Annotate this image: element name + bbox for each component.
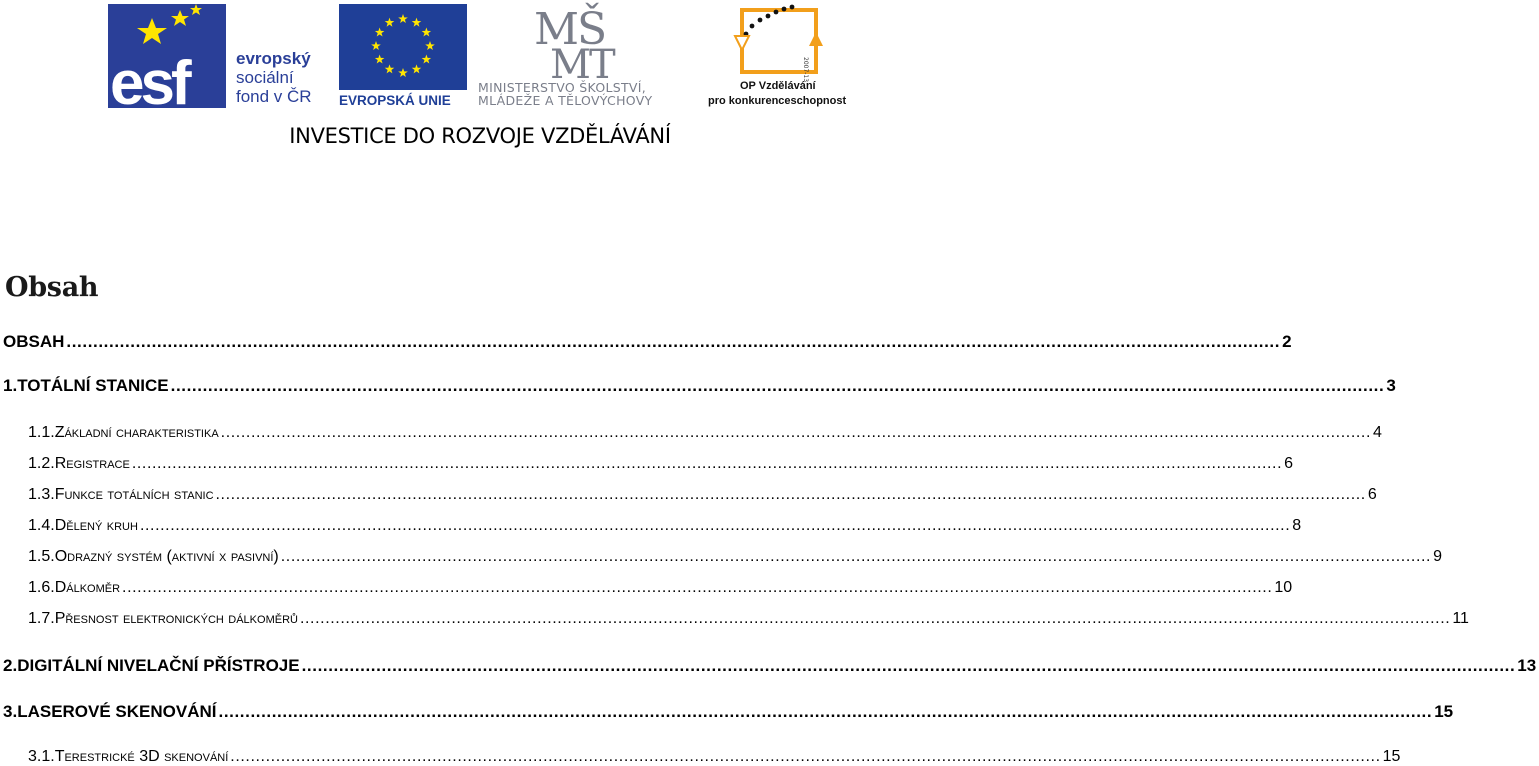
toc-entry-page: 6 [1367, 486, 1377, 503]
toc-entry-number: 1.1. [28, 424, 55, 441]
toc-entry-number: 1.5. [28, 548, 55, 565]
esf-subtext-1: evropský [236, 49, 311, 68]
toc-entry-number: 1. [3, 376, 18, 395]
toc-entry[interactable] [0, 332, 1292, 352]
toc-entry-page: 4 [1373, 424, 1382, 441]
toc-entry[interactable] [0, 579, 1293, 597]
toc-entry-page: 10 [1274, 579, 1293, 596]
toc-entry-number: 3.1. [28, 748, 55, 765]
toc-dot-leader: .................................................................................................................................................................................................................................... [139, 517, 1291, 534]
toc-entry-title: Dělený kruh [54, 517, 138, 534]
toc-dot-leader: .................................................................................................................................................................................................................................... [299, 610, 1451, 627]
toc-dot-leader: .................................................................................................................................................................................................................................... [280, 548, 1432, 565]
toc-dot-leader: .................................................................................................................................................................................................................................... [215, 486, 1366, 503]
toc-entry-number: 2. [3, 656, 18, 675]
toc-entry-number: 1.6. [28, 579, 55, 596]
toc-entry-page: 15 [1434, 702, 1454, 721]
toc-entry-title: Odrazný systém (aktivní x pasivní) [54, 548, 279, 565]
toc-entry[interactable] [0, 610, 1469, 628]
toc-entry-page: 3 [1386, 376, 1396, 395]
toc-dot-leader: .................................................................................................................................................................................................................................... [170, 376, 1385, 395]
toc-entry[interactable] [0, 548, 1442, 566]
toc-entry-page: 6 [1284, 455, 1294, 472]
toc-dot-leader: .................................................................................................................................................................................................................................... [66, 332, 1281, 351]
toc-entry-title: LASEROVÉ SKENOVÁNÍ [17, 702, 217, 721]
toc-entry[interactable] [0, 376, 1396, 396]
toc-dot-leader: .................................................................................................................................................................................................................................... [230, 748, 1381, 765]
toc-entry-title: Základní charakteristika [54, 424, 219, 441]
toc-entry[interactable] [0, 656, 1537, 676]
toc-entry-page: 8 [1292, 517, 1302, 534]
toc-entry-page: 13 [1517, 656, 1537, 675]
eu-label: EVROPSKÁ UNIE [339, 93, 451, 108]
toc-dot-leader: .................................................................................................................................................................................................................................... [131, 455, 1283, 472]
toc-entry-title: OBSAH [3, 332, 65, 351]
toc-entry[interactable] [0, 517, 1302, 535]
toc-entry[interactable] [0, 455, 1294, 473]
msmt-line-1: MINISTERSTVO ŠKOLSTVÍ, [478, 80, 647, 95]
toc-entry[interactable] [0, 486, 1377, 504]
toc-entry-page: 9 [1433, 548, 1442, 565]
toc-entry-title: Registrace [54, 455, 130, 472]
toc-entry-number: 1.2. [28, 455, 55, 472]
msmt-monogram-top: MŠ [534, 4, 606, 55]
toc-entry-title: DIGITÁLNÍ NIVELAČNÍ PŘÍSTROJE [17, 656, 300, 675]
toc-entry[interactable] [0, 748, 1401, 766]
toc-dot-leader: .................................................................................................................................................................................................................................... [220, 424, 1372, 441]
op-year: 2007-13 [802, 57, 809, 83]
msmt-logo [476, 0, 700, 108]
toc-entry-title: Terestrické 3D skenování [54, 748, 229, 765]
logo-band [0, 0, 960, 118]
msmt-monogram-bottom: MT [550, 42, 614, 88]
op-line-2: pro konkurenceschopnost [708, 95, 847, 107]
toc-entry-number: 3. [3, 702, 18, 721]
toc-entry-number: 1.7. [28, 610, 55, 627]
toc-entry-title: Dálkoměr [54, 579, 121, 596]
toc-entry[interactable] [0, 702, 1454, 722]
svg-text:esf: esf [110, 49, 188, 118]
toc-entry-title: TOTÁLNÍ STANICE [17, 376, 169, 395]
invest-heading: INVESTICE DO ROZVOJE VZDĚLÁVÁNÍ [289, 124, 671, 148]
toc-entry-title: Přesnost elektronických dálkoměrů [54, 610, 298, 627]
toc-entry-page: 11 [1452, 610, 1469, 627]
esf-subtext-2: sociální [236, 68, 294, 87]
msmt-line-2: MLÁDEŽE A TĚLOVÝCHOVY [478, 93, 653, 108]
esf-logo [108, 4, 334, 118]
toc-entry[interactable] [0, 424, 1382, 442]
toc-entry-title: Funkce totálních stanic [54, 486, 214, 503]
toc-dot-leader: .................................................................................................................................................................................................................................... [301, 656, 1516, 675]
op-line-1: OP Vzdělávání [740, 80, 816, 92]
toc-title: Obsah [5, 272, 99, 303]
toc-entry-number: 1.4. [28, 517, 55, 534]
toc-entry-page: 15 [1382, 748, 1401, 765]
toc-dot-leader: .................................................................................................................................................................................................................................... [122, 579, 1273, 596]
esf-subtext-3: fond v ČR [236, 87, 312, 106]
toc-entry-page: 2 [1282, 332, 1292, 351]
eu-logo [339, 4, 467, 108]
toc-entry-number: 1.3. [28, 486, 55, 503]
toc-dot-leader: .................................................................................................................................................................................................................................... [218, 702, 1433, 721]
op-vzdelavani-logo [704, 2, 854, 110]
